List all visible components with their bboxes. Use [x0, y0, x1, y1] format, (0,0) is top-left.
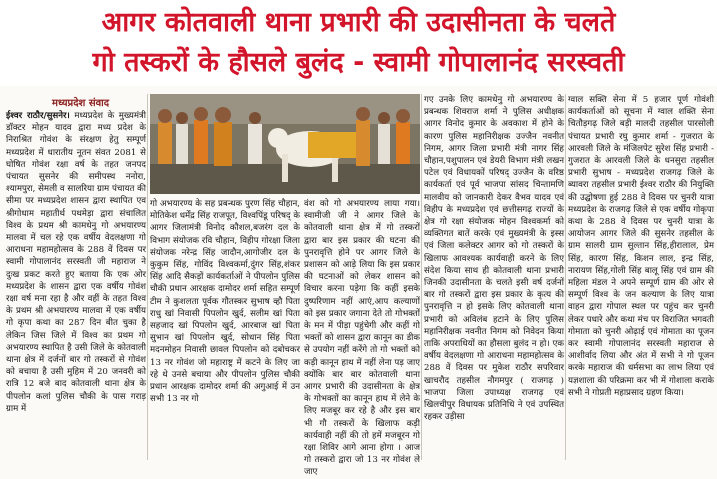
article-text: ग्वाल सक्ति सेना में 5 हजार पूर्ण गोवंशी कार्यकर्ताओं को सूचना में ग्वाल शक्ति सेना चितौड़गढ़ जिले बड़ी मालदी तहसील पारसोली पंचायत प्रभारी रघु कुमार शर्मा - गुजरात के आरवली जिले के मंजिलपेट सुरेश सिंह प्रभारी - गुजरात के आरवली जिले के धनसुरा तहसील प्रभारी सुभाष - मध्यप्रदेश राजगढ़ जिले के ब्यावरा तहसील प्रभारी ईश्वर राठौर की नियुक्ति की उद्घोषणा हुई 288 वे दिवस पर चुनरी यात्रा मध्यप्रदेश के राजगढ़ जिले से एक वर्षीय गोकृपा कथा के 288 वे दिवस पर चुनरी यात्रा के आयोजन आगर जिले की सुसनेर तहसील के ग्राम सालरी ग्राम सुल्तान सिंह,हीरालाल, प्रेम सिंह, कारण सिंह, किशन लाल, इन्द्र सिंह, नारायण सिंह,गोली सिंह बालू सिंह एवं ग्राम की महिला मंडल ने अपने सम्पूर्ण ग्राम की ओर से सम्पूर्ण विश्व के जन कल्याण के लिए यात्रा वाहन द्वारा गोपाल स्थल पर पहुंच कर चुनरी लेकर पधारे और कथा मंच पर विराजित भगवती गोमाता को चुनरी ओढ़ाई एवं गोमाता का पूजन कर स्वामी गोपालानंद सरस्वती महाराज से आशीर्वाद लिया और अंत में सभी ने गो पूजन करके महाराज की धर्मसभा का लाभ लिया एवं यज्ञशाला की परिक्रमा कर भी में गोशाला कराके सभी ने गोप्रती महाप्रसाद ग्रहण किया। — [568, 95, 714, 398]
article-column-3 — [304, 198, 420, 478]
article-text: मध्यप्रदेश के मुख्यमंत्री डॉक्टर मोहन यादव द्वारा मध्य प्रदेश के निराश्रित गोवंश के संरक्षण हेतु सम्पूर्ण मध्यप्रदेश में धारातीय नूतन संवत 2081 से घोषित गोवंश रक्षा वर्ष के तहत जनपद पंचायत सुसनेर की समीपस्थ ननोरा, श्यामपुरा, सेमली व सालरिया ग्राम पंचायत की सीमा पर मध्यप्रदेश शासन द्वारा स्थापित एव श्रीगोधाम महातीर्थ पथमेड़ा द्वारा संचालित विश्व के प्रथम श्री कामधेनु गो अभयारण्य मालवा में चल रहे एक वर्षीय वेदलक्षणा गो आराधना महामहोत्सव के 288 वें दिवस पर स्वामी गोपालानंद सरस्वती जी महाराज ने दुःख प्रकट करते हुए बताया कि एक ओर मध्यप्रदेश के शासन द्वारा एक वर्षीय गोवंश रक्षा वर्ष मना रहा है और वहीं के तहत विश्व के प्रथम श्री अभयारण्य मालवा में एक वर्षीय गो कृपा कथा का 287 दिन बीत चुका है लेकिन जिस जिले में विश्व का प्रथम गो अभयारण्य स्थापित है उसी जिले के कोतवाली थाना क्षेत्र में दर्जनों बार गो तस्करों से गोवंश को बचाया है उसी मुहिम में 20 जनवरी को रात्रि 12 बजे बाद कोतवाली थाना क्षेत्र के पीपलोन कलां पुलिस चौकी के पास गराड़ ग्राम में — [6, 111, 147, 414]
column-divider — [565, 94, 566, 460]
headline-banner — [0, 0, 717, 86]
column-divider — [421, 94, 422, 460]
headline-line-2: गो तस्करों के हौसले बुलंद - स्वामी गोपालानंद सरस्वती — [92, 47, 625, 78]
article-column-1 — [6, 110, 146, 460]
news-photo — [150, 94, 420, 194]
article-column-5 — [568, 94, 714, 460]
byline: मध्यप्रदेश संवाद — [52, 98, 110, 109]
photo-illustration — [150, 94, 420, 194]
article-text: गो अभयारण्य के सह प्रबन्धक पुरण सिंह चौहान, मोतिकेश धर्मेंद्र सिंह राजपूत, विश्वपिंडू परिषद् के आगर जिलामंत्री विनोद कौशल,बजरंग दल के विभाग संयोजक रवि चौहान, विहीप गोरक्षा जिला संयोजक नरेन्द्र सिंह जादौन,आगोजीर दल के कुकुम सिंह, गोविंद विश्वकर्मा,दुंगर सिंह,शंकर सिंह आदि सैकड़ों कार्यकर्ताओं ने पीपलोन पुलिस चौकी प्रधान आरक्षक दामोदर शर्मा सहित सम्पूर्ण टीम ने कुशलता पूर्वक गौतस्कर सुभाष व्हौ पिता राधु खां निवासी पिपलोन खुर्द, सलीम खां पिता सहजाद खां पिपलोन खुर्द, आरबाज खां पिता सुभान खां पिपलोन खुर्द, सोधान सिंह पिता मदनमोहन निवासी छावल पिपलोन को दबोचकर 13 नर गोवंश जो महाराष्ट्र में कटने के लिए जा रहे थे उनसे बचाया और पीपलोन पुलिस चौकी प्रधान आरक्षक दामोदर शर्मा की अगुआई में उन सभी 13 नर गो — [150, 199, 300, 405]
article-column-4 — [424, 94, 564, 460]
article-text: गए उनके लिए कामधेनु गो अभयारण्य के प्रबन्धक शिवराज शर्मा ने पुलिस अधीक्षक आगर विनोद कुमार के अवकाश में होने के कारण पुलिस महानिरीक्षक उज्जैन नवनीत निगम, आगर जिला प्रभारी मंत्री नागर सिंह चौहान,पशुपालन एवं डेयरी विभाग मंत्री लखन पटेल एवं विधायकों परिषद् उज्जैन के वरिष्ठ कार्यकर्ता एवं पूर्व भाजपा सांसद चिन्तामणि मालवीय को जानकारी देकर वैभव यादव एवं विहीप के मध्यप्रदेश एवं छत्तीसगढ़ राज्यों के क्षेत्र गो रक्षा संयोजक मोहन विश्वकर्मा को व्यक्तिगत बातें करके एवं मुख्यमंत्री के इस्स एवं जिला कलेक्टर आगर को गो तस्करों के खिलाफ आवश्यक कार्यवाही करने के लिए संदेश किया साथ ही कोतवाली थाना प्रभारी जिनकी उदासीनता के चलते इसी वर्ष दर्जनों बार गो तस्करों द्वारा इस प्रकार के कृत्य की पुनरावृत्ति न हो इसके लिए कोतवाली थाना प्रभारी को अविलंब हटाने के लिए पुलिस महानिरीक्षक नवनीत निगम को निवेदन किया ताकि अपराधियों का हौसला बुलंद न हो। एक वर्षीय वेदलक्षणा गो आराधना महामहोत्सव के 288 वें दिवस पर मुकेश राठौर सपरिवार खाचरौद तहसील नौगमपुर ( राजगढ़ ) भाजपा जिला उपाध्यक्ष राजगढ़ एवं खिलचीपुर विधायक प्रतिनिधि ने एवं उपस्थित रहकर उड़ीसा — [424, 95, 564, 423]
article-text: वंश को गो अभयारण्य लाया गया। स्वामीजी जी ने आगर जिले के कोतवाली थाना क्षेत्र में गो तस्करों द्वारा बार इस प्रकार की घटना की पुनरावृत्ति होने पर आगर जिले के प्रशासन को आड़े लिया कि इस प्रकार की घटनाओं को लेकर शासन को विचार करना पड़ेगा कि कहीं इसके दुष्परिणाम नहीं आएं,आप कल्याणों को इस प्रकार जगाना देते तो गोभक्तों के मन में पीड़ा पहुंचेगी और कहीं गो भक्तों को शासन द्वारा कानून का डीक से उपयोग नहीं करेंगे तो गो भक्तों को कड़ी कानून हाथ में नहीं लेना पड़ जाए क्योंकि बार बार कोतवाली थाना आगर प्रभारी की उदासीनता के क्षेत्र के गोभक्तों का कानून हाथ में लेने के लिए मजबूर कर रहे है और इस बार भी गौ तस्करों के खिलाफ कड़ी कार्यवाही नहीं की तो हमें मजबूरन गो रक्षा शिविर आगे आना होगा । आज गो तस्करो द्वारा जो 13 नर गोवंश ले जाए — [304, 199, 420, 478]
headline-line-1: आगर कोतवाली थाना प्रभारी की उदासीनता के चलते — [101, 7, 616, 38]
article-column-2 — [150, 198, 300, 460]
dateline: ईश्वर राठौर/सुसनेर। — [6, 111, 70, 121]
column-divider — [147, 94, 148, 460]
